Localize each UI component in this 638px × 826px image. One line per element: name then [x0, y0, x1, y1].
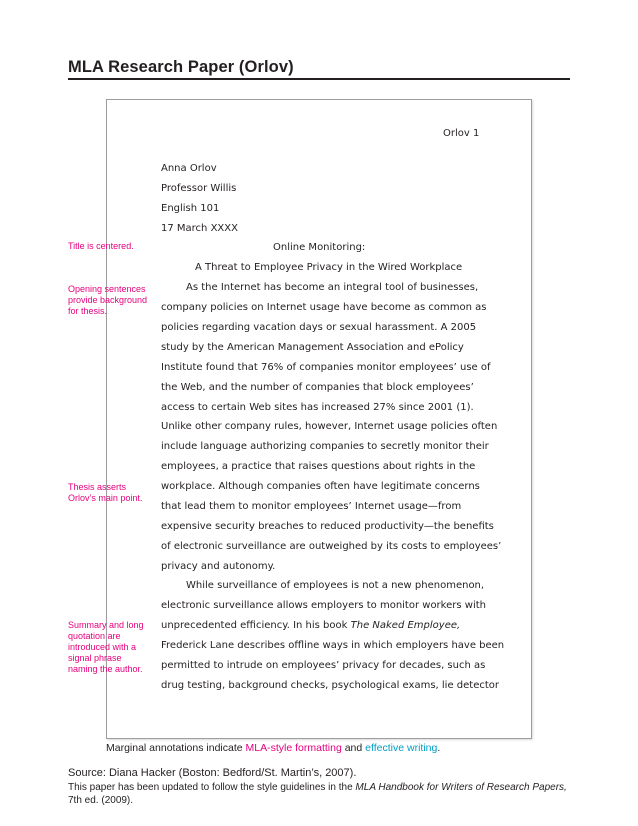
paper-title-line2: A Threat to Employee Privacy in the Wired Workplace — [195, 262, 463, 273]
body-line: While surveillance of employees is not a new phenomenon, — [186, 580, 485, 591]
body-line: Institute found that 76% of companies monitor employees’ use of — [161, 362, 491, 373]
body-line — [161, 620, 460, 631]
body-line: Unlike other company rules, however, Internet usage policies often — [161, 421, 498, 432]
annotation-connector — [106, 254, 107, 282]
body-line: that lead them to monitor employees’ Internet usage—from — [161, 501, 462, 512]
legend-mla-formatting: MLA-style formatting — [245, 742, 342, 754]
page-number: Orlov 1 — [443, 128, 480, 139]
heading-line: 17 March XXXX — [161, 223, 238, 234]
book-title: The Naked Employee, — [350, 620, 461, 631]
heading-line: English 101 — [161, 203, 220, 214]
handbook-title: MLA Handbook for Writers of Research Papers, — [355, 782, 567, 793]
source-note: Source: Diana Hacker (Boston: Bedford/St. Martin’s, 2007). — [68, 767, 357, 779]
update-note — [68, 781, 568, 807]
annotation-connector — [106, 505, 107, 617]
annotation-legend — [106, 742, 440, 754]
body-line-text: unprecedented efficiency. In his book — [161, 620, 351, 631]
annotation-summary-quotation: Summary and long quotation are introduced with a signal phrase naming the author. — [68, 620, 144, 674]
body-line: drug testing, background checks, psychological exams, lie detector — [161, 680, 499, 691]
annotation-connector — [106, 319, 107, 481]
annotation-thesis: Thesis asserts Orlov’s main point. — [68, 482, 143, 503]
paper-title-line1: Online Monitoring: — [273, 242, 366, 253]
body-line: the Web, and the number of companies that block employees’ — [161, 382, 474, 393]
body-line: of electronic surveillance are outweighed by its costs to employees’ — [161, 541, 502, 552]
body-line: company policies on Internet usage have become as common as — [161, 302, 487, 313]
legend-effective-writing: effective writing — [365, 742, 438, 754]
body-line: study by the American Management Association and ePolicy — [161, 342, 464, 353]
body-line: workplace. Although companies often have legitimate concerns — [161, 481, 480, 492]
update-prefix: This paper has been updated to follow the style guidelines in the — [68, 782, 356, 793]
title-rule — [68, 78, 570, 80]
legend-suffix: . — [437, 742, 441, 754]
body-line: Frederick Lane describes offline ways in which employers have been — [161, 640, 505, 651]
annotation-opening-sentences: Opening sentences provide background for thesis. — [68, 284, 148, 316]
body-line: access to certain Web sites has increased 27% since 2001 (1). — [161, 402, 474, 413]
body-line: As the Internet has become an integral tool of businesses, — [186, 282, 479, 293]
body-line: policies regarding vacation days or sexual harassment. A 2005 — [161, 322, 477, 333]
annotation-connector — [106, 678, 107, 718]
annotation-title-centered: Title is centered. — [68, 241, 134, 251]
body-line: include language authorizing companies to secretly monitor their — [161, 441, 489, 452]
body-line: expensive security breaches to reduced productivity—the benefits — [161, 521, 494, 532]
heading-line: Professor Willis — [161, 183, 237, 194]
body-line: permitted to intrude on employees’ privacy for decades, such as — [161, 660, 486, 671]
heading-line: Anna Orlov — [161, 163, 217, 174]
body-line: employees, a practice that raises questions about rights in the — [161, 461, 476, 472]
body-line: electronic surveillance allows employers to monitor workers with — [161, 600, 486, 611]
update-suffix: 7th ed. (2009). — [68, 795, 134, 806]
body-line: privacy and autonomy. — [161, 561, 276, 572]
section-title: MLA Research Paper (Orlov) — [68, 58, 294, 76]
legend-and: and — [341, 742, 366, 754]
legend-prefix: Marginal annotations indicate — [106, 742, 246, 754]
